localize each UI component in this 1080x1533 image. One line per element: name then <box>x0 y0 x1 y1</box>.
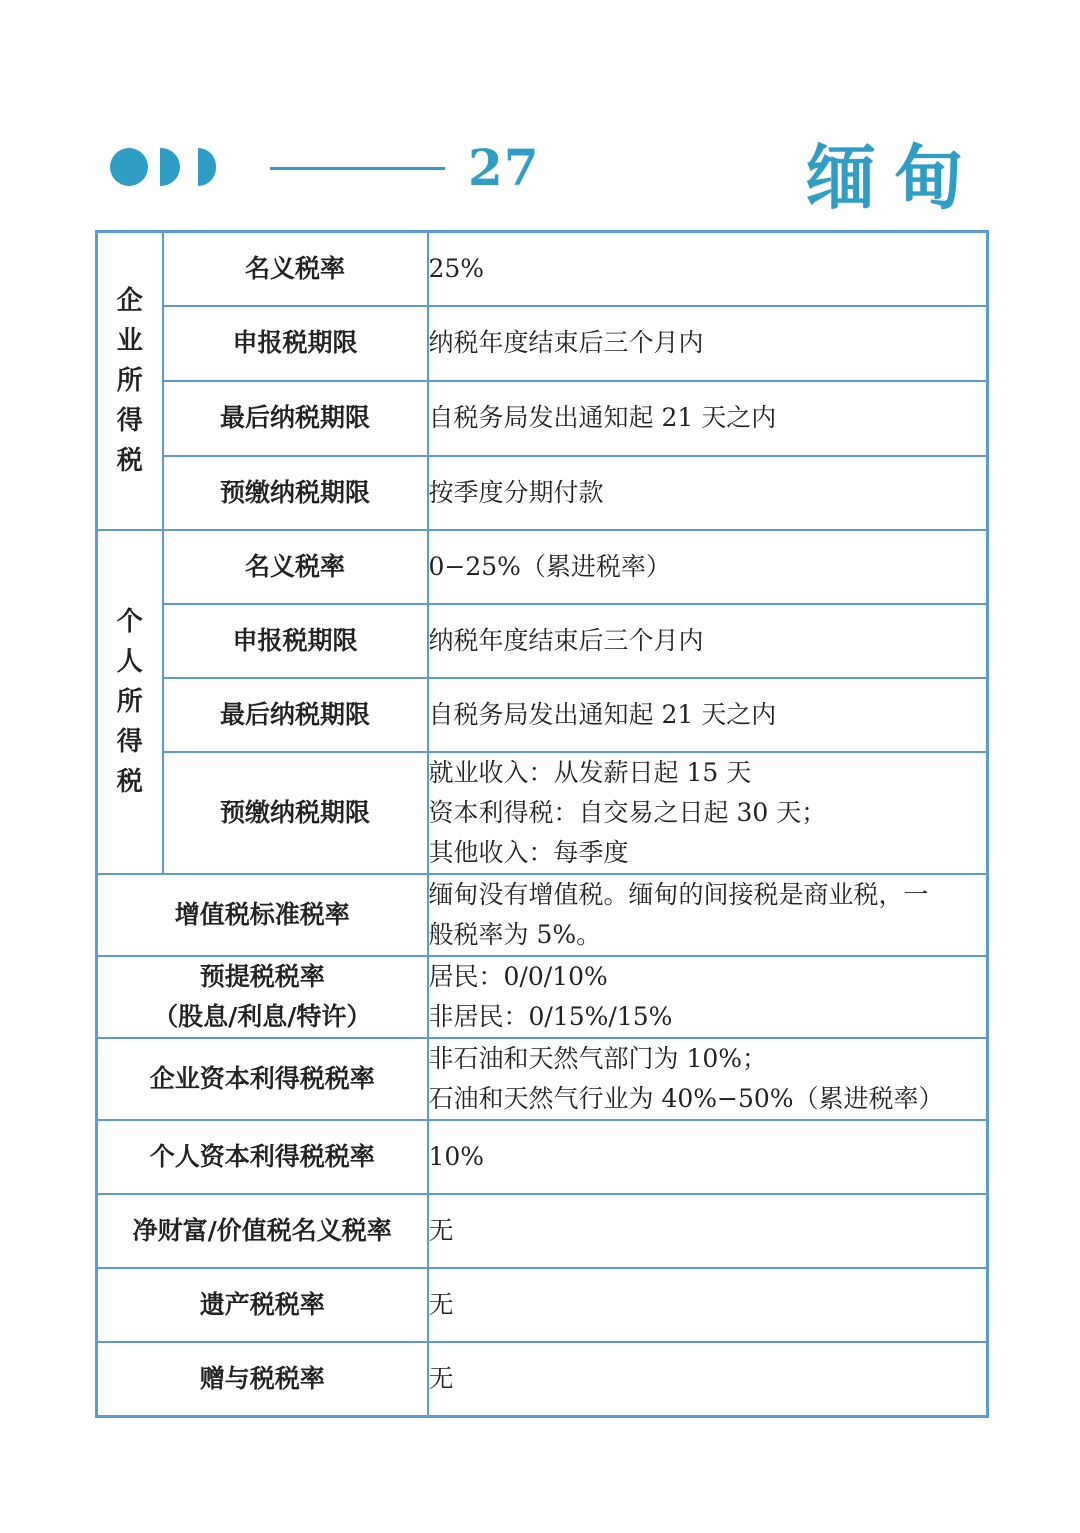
table-row <box>97 1268 988 1342</box>
row-label: 预提税税率 （股息/利息/特许） <box>97 956 428 1038</box>
row-value: 纳税年度结束后三个月内 <box>428 604 988 678</box>
row-label: 名义税率 <box>163 232 428 306</box>
tax-table <box>95 230 989 1418</box>
table-row <box>97 678 988 752</box>
row-label: 申报税期限 <box>163 604 428 678</box>
circle-icon <box>110 148 148 186</box>
row-value: 自税务局发出通知起 21 天之内 <box>428 381 988 456</box>
row-value: 居民：0/0/10% 非居民：0/15%/15% <box>428 956 988 1038</box>
row-label: 申报税期限 <box>163 306 428 381</box>
row-label: 预缴纳税期限 <box>163 752 428 874</box>
row-label: 赠与税税率 <box>97 1342 428 1417</box>
row-value: 无 <box>428 1268 988 1342</box>
table-row <box>97 956 988 1038</box>
row-label: 名义税率 <box>163 530 428 604</box>
table-row <box>97 752 988 874</box>
category-personal-income-tax: 个 人 所 得 税 <box>97 530 163 874</box>
table-row <box>97 530 988 604</box>
row-label: 预缴纳税期限 <box>163 456 428 530</box>
country-title: 缅甸 <box>806 136 982 219</box>
row-value: 10% <box>428 1120 988 1194</box>
row-label: 最后纳税期限 <box>163 678 428 752</box>
row-value: 纳税年度结束后三个月内 <box>428 306 988 381</box>
table-row <box>97 381 988 456</box>
row-value: 无 <box>428 1342 988 1417</box>
row-label: 净财富/价值税名义税率 <box>97 1194 428 1268</box>
table-row <box>97 456 988 530</box>
page-number: 27 <box>468 138 540 197</box>
table-row <box>97 1194 988 1268</box>
table-row <box>97 874 988 956</box>
row-value: 就业收入：从发薪日起 15 天 资本利得税：自交易之日起 30 天； 其他收入：每季度 <box>428 752 988 874</box>
row-value: 25% <box>428 232 988 306</box>
table-row <box>97 1038 988 1120</box>
table-row <box>97 306 988 381</box>
row-label: 企业资本利得税税率 <box>97 1038 428 1120</box>
row-value: 非石油和天然气部门为 10%； 石油和天然气行业为 40%−50%（累进税率） <box>428 1038 988 1120</box>
row-value: 无 <box>428 1194 988 1268</box>
row-label: 个人资本利得税税率 <box>97 1120 428 1194</box>
page-header <box>0 0 1080 230</box>
table-row <box>97 232 988 306</box>
row-value: 按季度分期付款 <box>428 456 988 530</box>
row-label: 最后纳税期限 <box>163 381 428 456</box>
row-label: 增值税标准税率 <box>97 874 428 956</box>
table-row <box>97 1120 988 1194</box>
half-circle-icon <box>160 148 180 186</box>
table-row <box>97 1342 988 1417</box>
half-circle-icon <box>198 148 216 186</box>
category-corporate-income-tax: 企 业 所 得 税 <box>97 232 163 530</box>
row-value: 0−25%（累进税率） <box>428 530 988 604</box>
table-row <box>97 604 988 678</box>
row-value: 缅甸没有增值税。缅甸的间接税是商业税，一 般税率为 5%。 <box>428 874 988 956</box>
header-divider <box>270 167 445 170</box>
row-label: 遗产税税率 <box>97 1268 428 1342</box>
row-value: 自税务局发出通知起 21 天之内 <box>428 678 988 752</box>
